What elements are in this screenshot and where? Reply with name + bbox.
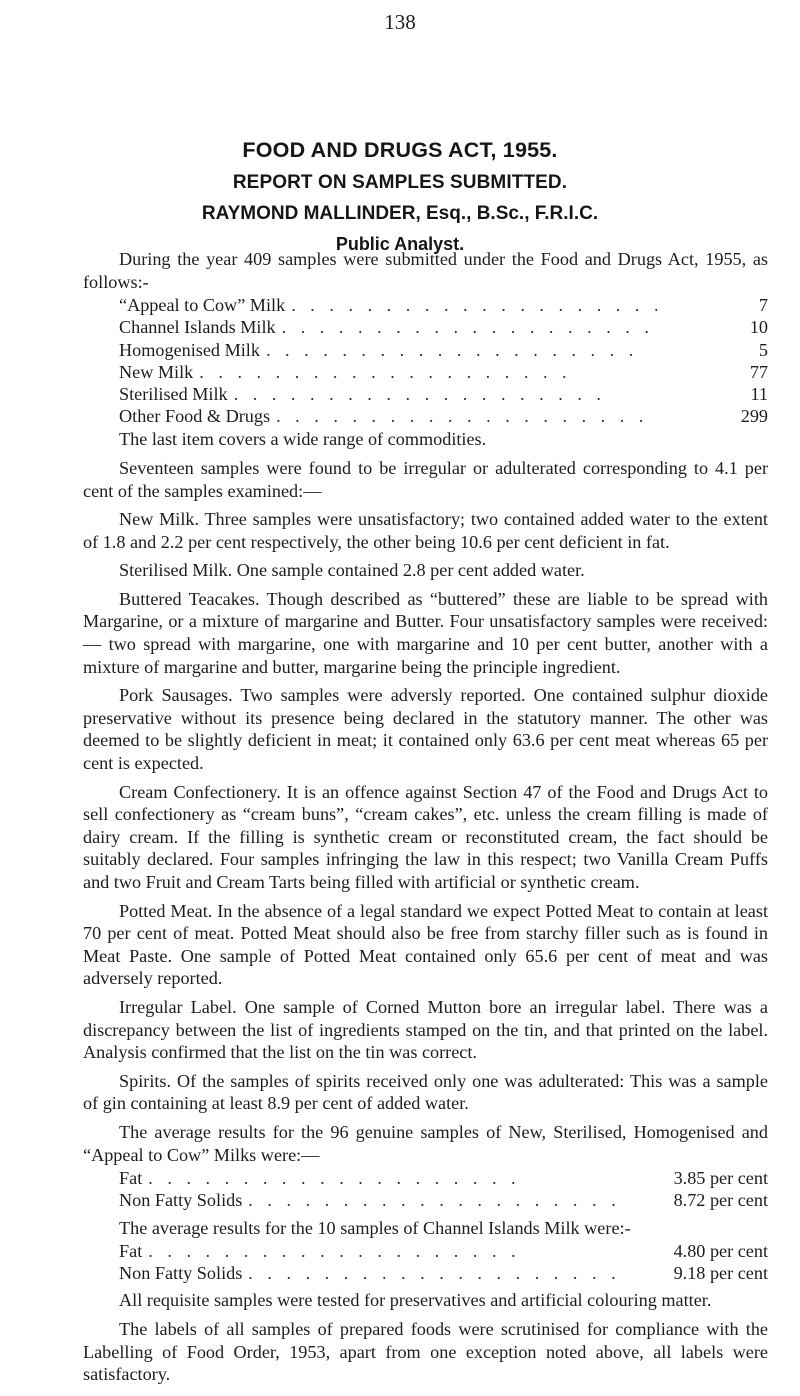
sample-count: 11	[750, 383, 768, 404]
analyst-title: Public Analyst.	[335, 234, 465, 254]
result-value: 8.72 per cent	[673, 1190, 768, 1211]
analyst-name: RAYMOND MALLINDER, Esq., B.Sc., F.R.I.C.	[201, 203, 599, 224]
result-label: Fat	[119, 1168, 143, 1189]
sample-count: 7	[758, 295, 768, 316]
intro-paragraph: During the year 409 samples were submitted under the Food and Drugs Act, 1955, as follows:-	[83, 249, 768, 292]
potted-meat-paragraph: Potted Meat. In the absence of a legal standard we expect Potted Meat to contain at least 70 per cent of meat. Potted Meat should also be free from starchy filler such as is found in Meat Paste. One sample of Potted Meat contained only 65.6 per cent of meat and was adversely reported.	[83, 900, 768, 989]
list-item	[119, 361, 768, 383]
irregular-summary-paragraph: Seventeen samples were found to be irregular or adulterated corresponding to 4.1 per cent of the samples examined:—	[83, 457, 768, 501]
sample-count: 77	[749, 361, 768, 382]
list-item	[119, 316, 768, 338]
leader-dots: . . . . . . . . . . . . . . . . . . . .	[265, 339, 639, 360]
leader-dots: . . . . . . . . . . . . . . . . . . . .	[233, 383, 606, 404]
act-heading: FOOD AND DRUGS ACT, 1955.	[242, 138, 558, 162]
leader-dots: . . . . . . . . . . . . . . . . . . . .	[291, 295, 664, 316]
average-results-intro-1: The average results for the 96 genuine samples of New, Sterilised, Homogenised and “Appeal to Cow” Milks were:—	[83, 1121, 768, 1165]
list-item	[119, 1189, 768, 1211]
result-label: Non Fatty Solids	[119, 1263, 243, 1284]
leader-dots: . . . . . . . . . . . . . . . . . . . .	[281, 317, 654, 338]
irregular-label-paragraph: Irregular Label. One sample of Corned Mutton bore an irregular label. There was a discrepancy between the list of ingredients stamped on the tin, and that printed on the label. Analysis confirmed that the list on the tin was correct.	[83, 996, 768, 1063]
list-item	[119, 405, 768, 427]
sample-label: Channel Islands Milk	[119, 317, 276, 338]
leader-dots: . . . . . . . . . . . . . . . . . . . .	[199, 361, 572, 382]
average-results-1	[83, 1167, 768, 1211]
list-item	[119, 1262, 768, 1284]
sample-label: Other Food & Drugs	[119, 406, 271, 427]
sample-label: “Appeal to Cow” Milk	[119, 295, 286, 316]
report-body	[83, 248, 768, 1392]
pork-sausages-paragraph: Pork Sausages. Two samples were adversly reported. One contained sulphur dioxide preservative without its presence being declared in the statutory manner. The other was deemed to be slightly deficient in meat; it contained only 63.6 per cent meat whereas 65 per cent is expected.	[83, 685, 768, 774]
page-number: 138	[384, 10, 416, 34]
new-milk-paragraph: New Milk. Three samples were unsatisfactory; two contained added water to the extent of 1.8 and 2.2 per cent respectively, the other being 10.6 per cent deficient in fat.	[83, 509, 768, 552]
buttered-teacakes-paragraph: Buttered Teacakes. Though described as “buttered” these are liable to be spread with Margarine, or a mixture of margarine and Butter. Four unsatisfactory samples were received:— two spread with margarine, one with margarine and 10 per cent butter, another with a mixture of margarine and butter, margarine being the principle ingredient.	[83, 588, 768, 677]
list-item	[119, 383, 768, 405]
leader-dots: . . . . . . . . . . . . . . . . . . . .	[276, 406, 649, 427]
sterilised-milk-paragraph: Sterilised Milk. One sample contained 2.8 per cent added water.	[119, 560, 585, 581]
leader-dots: . . . . . . . . . . . . . . . . . . . .	[148, 1168, 521, 1189]
report-heading: REPORT ON SAMPLES SUBMITTED.	[232, 172, 568, 193]
list-item	[119, 339, 768, 361]
leader-dots: . . . . . . . . . . . . . . . . . . . .	[148, 1241, 521, 1262]
average-results-intro-2: The average results for the 10 samples of Channel Islands Milk were:-	[119, 1217, 631, 1238]
leader-dots: . . . . . . . . . . . . . . . . . . . .	[248, 1190, 621, 1211]
sample-label: New Milk	[119, 361, 194, 382]
result-value: 3.85 per cent	[673, 1168, 768, 1189]
cream-confectionery-paragraph: Cream Confectionery. It is an offence against Section 47 of the Food and Drugs Act to sell confectionery as “cream buns”, “cream cakes”, etc. unless the cream filling is made of dairy cream. If the filling is synthetic cream or reconstituted cream, the fact should be suitably declared. Four samples infringing the law in this respect; two Vanilla Cream Puffs and two Fruit and Cream Tarts being filled with artificial or synthetic cream.	[83, 781, 768, 892]
sample-count: 299	[740, 406, 768, 427]
list-item	[119, 294, 768, 316]
sample-label: Sterilised Milk	[119, 383, 228, 404]
result-value: 9.18 per cent	[673, 1263, 768, 1284]
labels-paragraph: The labels of all samples of prepared foods were scrutinised for compliance with the Labelling of Food Order, 1953, apart from one exception noted above, all labels were satisfactory.	[83, 1319, 768, 1385]
average-results-2	[83, 1240, 768, 1284]
last-item-note: The last item covers a wide range of commodities.	[119, 429, 487, 450]
sample-label: Homogenised Milk	[119, 339, 260, 360]
sample-count: 5	[758, 339, 768, 360]
leader-dots: . . . . . . . . . . . . . . . . . . . .	[248, 1263, 621, 1284]
list-item	[119, 1240, 768, 1262]
result-label: Non Fatty Solids	[119, 1190, 243, 1211]
samples-list	[83, 294, 768, 427]
result-value: 4.80 per cent	[673, 1241, 768, 1262]
preservatives-paragraph: All requisite samples were tested for preservatives and artificial colouring matter.	[119, 1290, 712, 1311]
spirits-paragraph: Spirits. Of the samples of spirits received only one was adulterated: This was a sample of gin containing at least 8.9 per cent of added water.	[83, 1070, 768, 1114]
list-item	[119, 1167, 768, 1189]
result-label: Fat	[119, 1241, 143, 1262]
sample-count: 10	[749, 317, 768, 338]
